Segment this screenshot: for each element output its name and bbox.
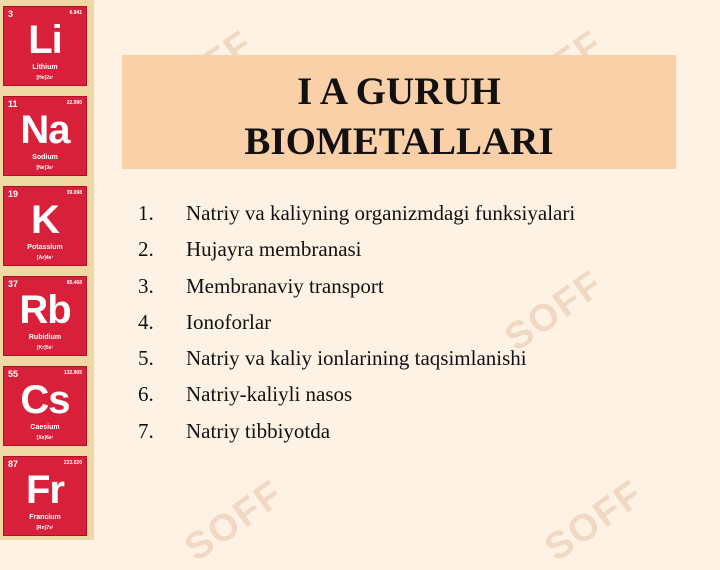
atomic-number: 87 — [8, 459, 19, 469]
title-line-2: BIOMETALLARI — [244, 120, 554, 163]
atomic-mass: 6.941 — [69, 10, 82, 16]
watermark: SOFF — [177, 472, 292, 570]
element-strip — [0, 0, 94, 540]
list-item — [138, 305, 575, 341]
list-number: 3. — [138, 273, 154, 298]
element-tile — [3, 6, 87, 86]
list-item — [138, 341, 575, 377]
list-number: 2. — [138, 237, 154, 262]
title-line-1: I A GURUH — [297, 70, 501, 113]
list-item-text: Ionoforlar — [186, 309, 272, 334]
list-item-text: Natriy-kaliyli nasos — [186, 382, 353, 407]
title-box — [122, 55, 676, 169]
electron-config: [Ne]3s¹ — [36, 165, 54, 171]
list-number: 5. — [138, 346, 154, 371]
atomic-number: 3 — [8, 9, 14, 19]
element-symbol: K — [31, 198, 59, 242]
list-item-text: Natriy tibbiyotda — [186, 418, 331, 443]
element-name: Lithium — [32, 64, 58, 71]
atomic-mass: 85.468 — [66, 280, 82, 286]
list-item-text: Hujayra membranasi — [186, 237, 362, 262]
element-symbol: Fr — [26, 468, 64, 512]
element-tile — [3, 456, 87, 536]
atomic-number: 55 — [8, 369, 19, 379]
element-name: Sodium — [32, 154, 58, 161]
element-symbol: Cs — [20, 378, 70, 422]
electron-config: [Kr]5s¹ — [36, 345, 54, 351]
element-name: Rubidium — [28, 334, 62, 341]
list-item-text: Natriy va kaliyning organizmdagi funksiyalari — [186, 201, 576, 225]
element-symbol: Na — [20, 108, 70, 152]
atomic-number: 37 — [8, 279, 19, 289]
topic-list — [138, 196, 575, 450]
element-name: Potassium — [27, 244, 63, 251]
atomic-number: 11 — [8, 99, 18, 109]
list-item — [138, 196, 575, 232]
list-number: 4. — [138, 309, 154, 334]
element-tile — [3, 366, 87, 446]
list-item-text: Natriy va kaliy ionlarining taqsimlanishi — [186, 346, 527, 371]
list-number: 1. — [138, 201, 154, 225]
atomic-mass: 132.905 — [63, 370, 82, 376]
electron-config: [Rn]7s¹ — [36, 525, 54, 531]
element-tile — [3, 96, 87, 176]
watermark: SOFF — [497, 262, 612, 360]
list-item — [138, 232, 575, 268]
atomic-mass: 22.990 — [66, 100, 82, 106]
watermark: SOFF — [537, 472, 652, 570]
electron-config: [He]2s¹ — [36, 75, 54, 81]
atomic-mass: 223.020 — [63, 460, 82, 466]
list-item — [138, 269, 575, 305]
atomic-mass: 39.098 — [66, 190, 82, 196]
list-number: 7. — [138, 418, 154, 443]
atomic-number: 19 — [8, 189, 19, 199]
element-symbol: Rb — [19, 288, 71, 332]
electron-config: [Xe]6s¹ — [36, 435, 54, 441]
list-item-text: Membranaviy transport — [186, 273, 384, 298]
element-name: Caesium — [30, 424, 60, 431]
list-item — [138, 377, 575, 413]
slide-title — [122, 67, 676, 167]
element-tile — [3, 186, 87, 266]
element-name: Francium — [29, 514, 61, 521]
element-tile — [3, 276, 87, 356]
list-number: 6. — [138, 382, 154, 407]
electron-config: [Ar]4s¹ — [36, 255, 54, 261]
list-item — [138, 414, 575, 450]
element-symbol: Li — [28, 18, 62, 62]
